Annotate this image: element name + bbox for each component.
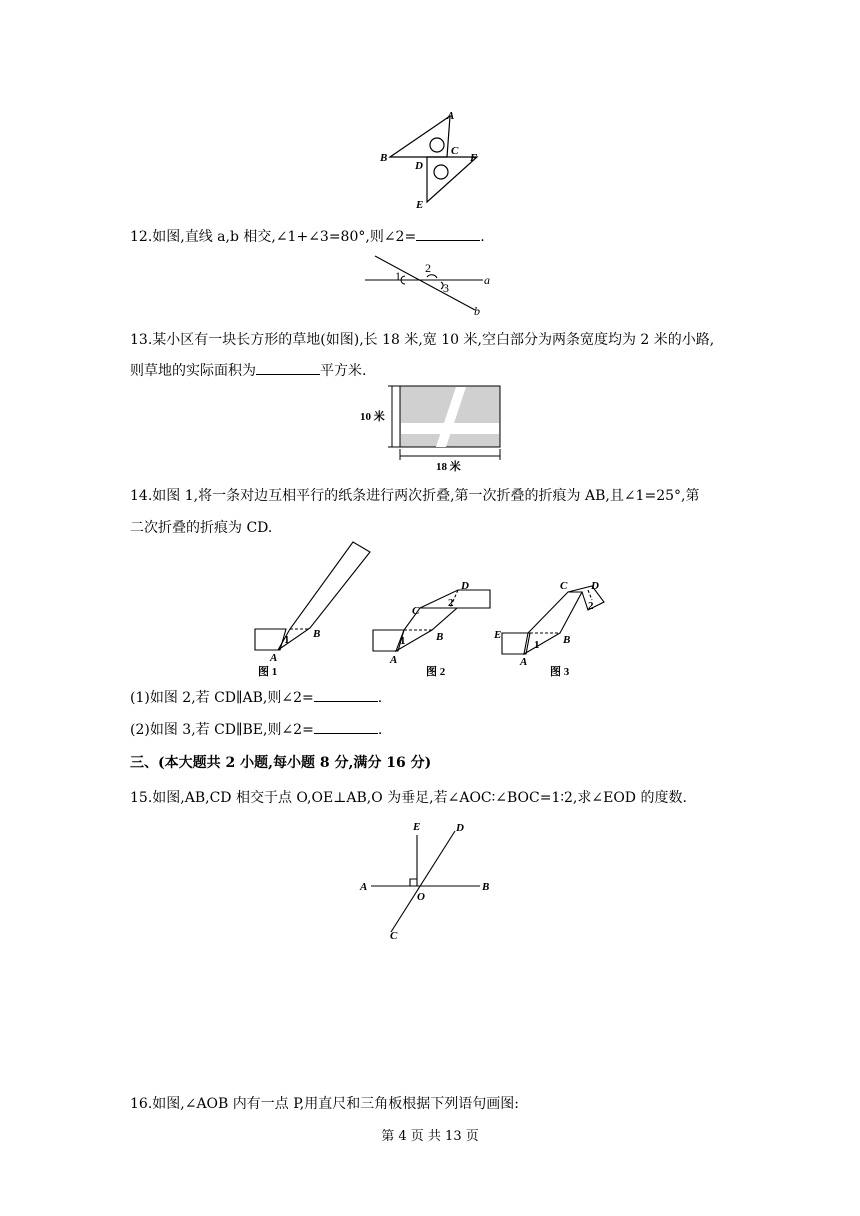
label-E: E <box>416 199 424 211</box>
question-12-text: 12.如图,直线 a,b 相交,∠1+∠3=80°,则∠2= <box>130 229 417 245</box>
question-14-sub1-text: (1)如图 2,若 CD∥AB,则∠2= <box>130 690 314 706</box>
section-heading: 三、(本大题共 2 小题,每小题 8 分,满分 16 分) <box>130 755 432 771</box>
figure-14-1 <box>250 540 385 680</box>
question-14-sub1-end: . <box>377 690 383 706</box>
angle-2-label: 2 <box>588 600 594 612</box>
angle-2-label: 2 <box>425 261 431 275</box>
label-B: B <box>380 152 388 164</box>
question-14-sub2-text: (2)如图 3,若 CD∥BE,则∠2= <box>130 722 314 738</box>
label-D: D <box>415 160 423 172</box>
label-B: B <box>563 634 571 646</box>
question-13-unit: 平方米. <box>320 363 367 379</box>
label-E: E <box>494 629 502 641</box>
question-13-line1: 13.某小区有一块长方形的草地(如图),长 18 米,宽 10 米,空白部分为两条宽度均为 2 米的小路, <box>130 332 715 348</box>
label-C: C <box>390 930 398 942</box>
label-O: O <box>417 891 425 903</box>
question-12-end: . <box>480 229 485 245</box>
question-12 <box>130 226 485 247</box>
page-footer: 第 4 页 共 13 页 <box>381 1129 479 1144</box>
label-B: B <box>482 881 490 893</box>
figure-perpendicular <box>355 815 500 945</box>
answer-blank <box>314 719 378 734</box>
figure-lawn <box>352 382 512 474</box>
line-b-label: b <box>474 304 480 318</box>
question-14-sub2 <box>130 719 382 740</box>
figure-intersecting-lines <box>365 250 495 318</box>
question-13-line2 <box>130 360 366 381</box>
label-A: A <box>447 110 455 122</box>
angle-1-label: 1 <box>395 269 401 283</box>
question-14-line2: 二次折叠的折痕为 CD. <box>130 520 273 536</box>
label-A: A <box>520 656 528 668</box>
label-D: D <box>456 822 464 834</box>
label-A: A <box>360 881 368 893</box>
label-E: E <box>413 821 421 833</box>
label-D: D <box>591 580 599 592</box>
question-16: 16.如图,∠AOB 内有一点 P,用直尺和三角板根据下列语句画图: <box>130 1096 519 1112</box>
answer-blank <box>416 226 480 241</box>
angle-3-label: 3 <box>443 281 449 295</box>
answer-blank <box>256 360 320 375</box>
line-a-label: a <box>484 273 490 287</box>
angle-1-label: 1 <box>534 639 540 651</box>
question-14-line1: 14.如图 1,将一条对边互相平行的纸条进行两次折叠,第一次折叠的折痕为 AB,且∠1=25°,第 <box>130 488 700 504</box>
label-D: D <box>461 580 469 592</box>
caption-fig3: 图 3 <box>550 666 570 678</box>
label-A: A <box>270 652 278 664</box>
question-13-text: 则草地的实际面积为 <box>130 363 256 379</box>
label-C: C <box>412 605 420 617</box>
label-C: C <box>560 580 568 592</box>
label-A: A <box>390 654 398 666</box>
caption-fig1: 图 1 <box>258 666 278 678</box>
caption-fig2: 图 2 <box>426 666 446 678</box>
figure-triangles <box>370 108 490 212</box>
label-C: C <box>451 145 459 157</box>
angle-2-label: 2 <box>448 597 454 609</box>
label-B: B <box>436 631 444 643</box>
question-14-sub1 <box>130 687 382 708</box>
figure-14-3 <box>492 576 617 680</box>
question-14-sub2-end: . <box>377 722 383 738</box>
question-15: 15.如图,AB,CD 相交于点 O,OE⊥AB,O 为垂足,若∠AOC∶∠BOC=1∶2,求∠EOD 的度数. <box>130 790 687 806</box>
answer-blank <box>314 687 378 702</box>
angle-1-label: 1 <box>284 634 290 646</box>
label-B: B <box>313 628 321 640</box>
height-label: 10 米 <box>360 411 385 423</box>
width-label: 18 米 <box>436 461 461 473</box>
angle-1-label: 1 <box>400 635 406 647</box>
figure-14-2 <box>370 578 500 680</box>
label-F: F <box>470 152 478 164</box>
